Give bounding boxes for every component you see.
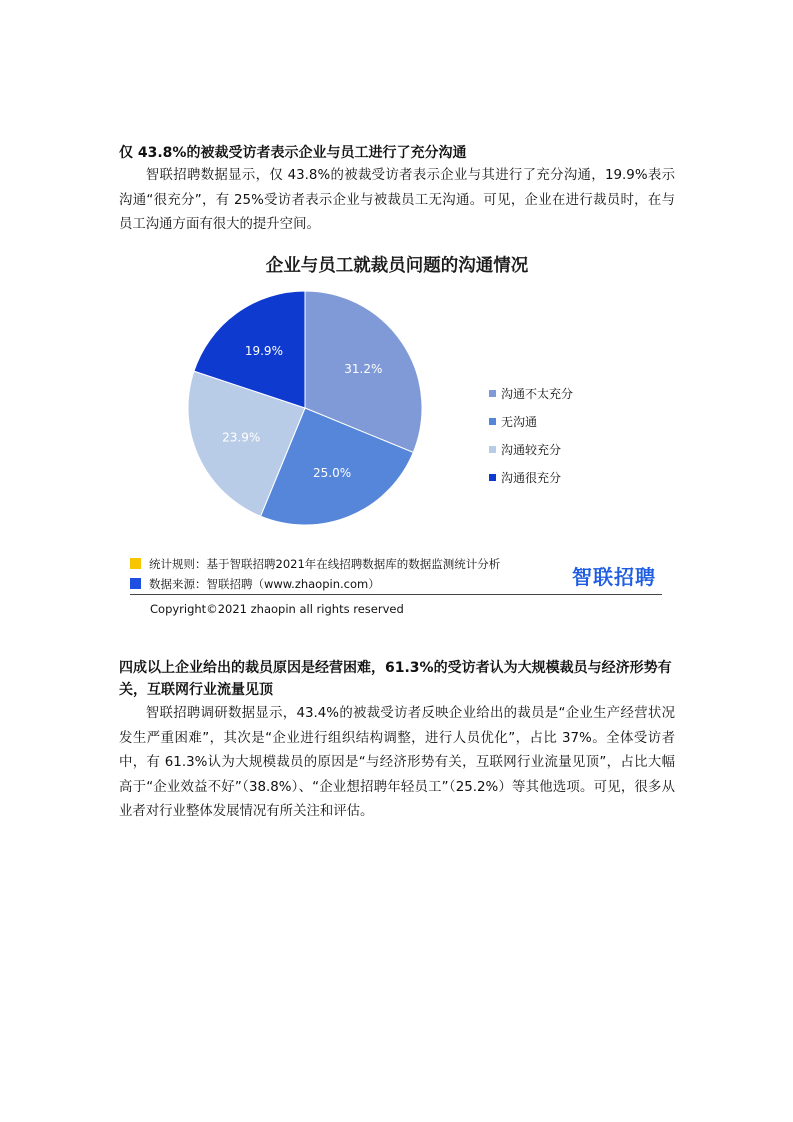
pie-data-label: 31.2% xyxy=(344,361,383,376)
legend-swatch xyxy=(489,390,496,397)
legend-label: 沟通不太充分 xyxy=(501,387,574,401)
legend-swatch xyxy=(489,446,496,453)
divider xyxy=(130,594,662,595)
pie-chart xyxy=(180,280,440,540)
legend-swatch xyxy=(489,418,496,425)
legend-item-very-sufficient xyxy=(489,468,573,496)
legend-item-no-communication xyxy=(489,412,573,440)
data-source-note xyxy=(130,576,380,592)
zhaopin-logo: 智联招聘 xyxy=(572,565,656,589)
legend-item-fairly-sufficient xyxy=(489,440,573,468)
legend-label: 无沟通 xyxy=(501,415,538,429)
data-source-text: 数据来源：智联招聘（www.zhaopin.com） xyxy=(149,577,380,591)
section-heading-reasons: 四成以上企业给出的裁员原因是经营困难，61.3%的受访者认为大规模裁员与经济形势有关，互联网行业流量见顶 xyxy=(119,660,672,698)
copyright-text: Copyright©2021 zhaopin all rights reserved xyxy=(150,602,404,616)
legend-swatch xyxy=(489,474,496,481)
legend-label: 沟通很充分 xyxy=(501,471,562,485)
blue-square-icon xyxy=(130,578,141,589)
chart-legend xyxy=(489,384,573,496)
chart-title: 企业与员工就裁员问题的沟通情况 xyxy=(265,256,529,276)
yellow-square-icon xyxy=(130,558,141,569)
pie-data-label: 23.9% xyxy=(222,430,261,445)
pie-data-label: 19.9% xyxy=(244,344,283,359)
section-heading-communication: 仅 43.8%的被裁受访者表示企业与员工进行了充分沟通 xyxy=(119,145,467,161)
statistics-rule-text: 统计规则：基于智联招聘2021年在线招聘数据库的数据监测统计分析 xyxy=(149,557,501,571)
statistics-rule-note xyxy=(130,556,500,572)
section-paragraph-reasons: 智联招聘调研数据显示，43.4%的被裁受访者反映企业给出的裁员是“企业生产经营状况发生严重困难”，其次是“企业进行组织结构调整，进行人员优化”，占比 37%。全体受访者中，有 61.3%认为大规模裁员的原因是“与经济形势有关，互联网行业流量见顶”，占比大幅高于“企业效益不好”（38.8%）、“企业想招聘年轻员工”（25.2%）等其他选项。可见，很多从业者对行业整体发展情况有所关注和评估。 xyxy=(119,706,675,819)
section-paragraph-communication: 智联招聘数据显示，仅 43.8%的被裁受访者表示企业与其进行了充分沟通，19.9%表示沟通“很充分”，有 25%受访者表示企业与被裁员工无沟通。可见，企业在进行裁员时，在与员工沟通方面有很大的提升空间。 xyxy=(119,168,675,232)
legend-item-not-sufficient xyxy=(489,384,573,412)
legend-label: 沟通较充分 xyxy=(501,443,562,457)
pie-data-label: 25.0% xyxy=(313,465,352,480)
